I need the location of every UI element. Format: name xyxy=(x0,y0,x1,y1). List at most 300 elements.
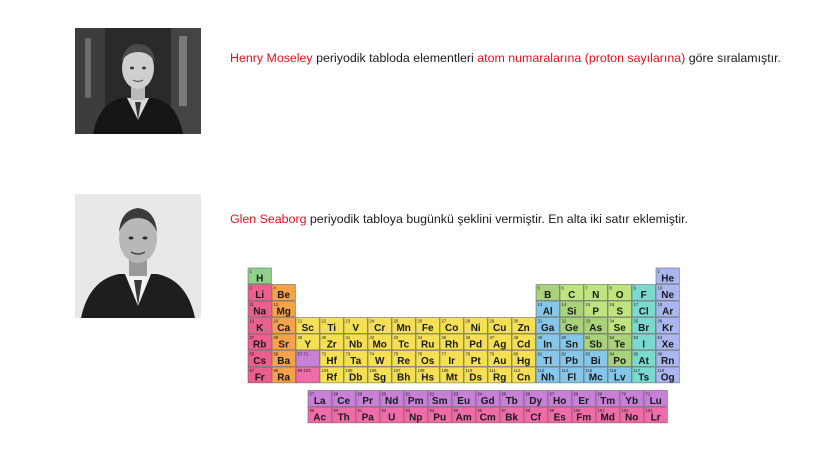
element-symbol: Ni xyxy=(470,322,481,334)
element-symbol: Ga xyxy=(541,322,555,334)
element-symbol: Os xyxy=(421,355,435,367)
element-cell xyxy=(632,318,655,334)
element-symbol: Bi xyxy=(590,355,601,367)
periodic-table xyxy=(246,266,686,446)
element-symbol: Eu xyxy=(457,395,471,407)
element-number: 72 xyxy=(321,351,327,357)
element-symbol: Ra xyxy=(277,372,291,384)
element-cell xyxy=(488,367,511,383)
element-number: 84 xyxy=(609,351,615,357)
element-symbol: Au xyxy=(493,355,507,367)
element-cell xyxy=(488,318,511,334)
element-symbol: Fl xyxy=(567,372,577,384)
element-symbol: Re xyxy=(397,355,411,367)
element-number: 67 xyxy=(549,391,555,397)
element-cell xyxy=(272,285,295,301)
element-symbol: O xyxy=(615,289,624,301)
element-symbol: Ac xyxy=(313,412,327,424)
element-number: 1 xyxy=(249,268,252,274)
element-number: 26 xyxy=(417,318,423,324)
element-symbol: In xyxy=(543,339,553,351)
element-cell xyxy=(296,367,319,383)
element-symbol: Cn xyxy=(517,372,531,384)
element-number: 31 xyxy=(537,318,543,324)
element-number: 104 xyxy=(321,367,329,373)
element-number: 118 xyxy=(657,367,665,373)
element-symbol: Ca xyxy=(277,322,291,334)
element-number: 100 xyxy=(573,407,581,413)
element-symbol: Rb xyxy=(253,339,267,351)
element-number: 59 xyxy=(357,391,363,397)
element-cell xyxy=(248,301,271,317)
element-symbol: Yb xyxy=(625,395,639,407)
element-number: 52 xyxy=(609,334,615,340)
element-symbol: Tm xyxy=(600,395,616,407)
element-number: 78 xyxy=(465,351,471,357)
element-number: 9 xyxy=(633,285,636,291)
element-number: 32 xyxy=(561,318,567,324)
element-number: 95 xyxy=(453,407,459,413)
element-number: 30 xyxy=(513,318,519,324)
actinide-cell xyxy=(380,407,403,423)
actinide-cell xyxy=(644,407,667,423)
element-cell xyxy=(560,301,583,317)
element-symbol: Rf xyxy=(326,372,337,384)
element-number: 101 xyxy=(597,407,605,413)
element-symbol: Br xyxy=(638,322,650,334)
element-number: 56 xyxy=(273,351,279,357)
element-number: 24 xyxy=(369,318,375,324)
element-number: 110 xyxy=(465,367,473,373)
element-number: 66 xyxy=(525,391,531,397)
actinide-cell xyxy=(572,407,595,423)
element-symbol: Nb xyxy=(349,339,363,351)
element-symbol: As xyxy=(589,322,603,334)
element-cell xyxy=(272,318,295,334)
element-symbol: Cl xyxy=(638,306,649,318)
element-cell xyxy=(248,334,271,350)
element-number: 97 xyxy=(501,407,507,413)
lanthanide-cell xyxy=(644,391,667,407)
element-cell xyxy=(608,301,631,317)
element-cell xyxy=(632,285,655,301)
element-symbol: H xyxy=(256,273,264,285)
element-cell xyxy=(536,367,559,383)
element-cell xyxy=(512,351,535,367)
element-number: 70 xyxy=(621,391,627,397)
element-symbol: Bh xyxy=(397,372,411,384)
element-symbol: No xyxy=(625,412,639,424)
element-cell xyxy=(632,301,655,317)
element-number: 107 xyxy=(393,367,401,373)
element-cell xyxy=(488,351,511,367)
element-symbol: V xyxy=(352,322,360,334)
actinide-cell xyxy=(500,407,523,423)
element-symbol: Cs xyxy=(253,355,267,367)
element-cell xyxy=(560,351,583,367)
element-symbol: Y xyxy=(304,339,312,351)
element-number: 2 xyxy=(657,268,660,274)
element-symbol: C xyxy=(568,289,576,301)
element-symbol: Es xyxy=(553,412,566,424)
element-cell xyxy=(344,318,367,334)
element-symbol: Mg xyxy=(276,306,291,318)
element-cell xyxy=(512,367,535,383)
lanthanide-cell xyxy=(524,391,547,407)
element-number: 109 xyxy=(441,367,449,373)
element-symbol: Fm xyxy=(576,412,592,424)
element-symbol: I xyxy=(642,339,646,351)
element-number: 87 xyxy=(249,367,255,373)
element-cell xyxy=(248,318,271,334)
element-cell xyxy=(656,285,679,301)
element-symbol: Sg xyxy=(373,372,387,384)
element-number: 5 xyxy=(537,285,540,291)
element-cell xyxy=(248,285,271,301)
element-cell xyxy=(584,367,607,383)
element-symbol: Tc xyxy=(398,339,410,351)
glen-seaborg-photo xyxy=(75,194,201,318)
element-cell xyxy=(320,318,343,334)
element-symbol: Mt xyxy=(445,372,458,384)
element-symbol: Rh xyxy=(445,339,459,351)
lanthanide-cell xyxy=(596,391,619,407)
element-cell xyxy=(368,334,391,350)
element-number: 98 xyxy=(525,407,531,413)
element-number: 77 xyxy=(441,351,447,357)
element-symbol: Pd xyxy=(469,339,483,351)
element-cell xyxy=(560,367,583,383)
element-symbol: Na xyxy=(253,306,267,318)
element-number: 40 xyxy=(321,334,327,340)
element-cell xyxy=(536,318,559,334)
element-number: 115 xyxy=(585,367,593,373)
element-number: 14 xyxy=(561,301,567,307)
element-symbol: B xyxy=(544,289,552,301)
lanthanide-cell xyxy=(452,391,475,407)
element-cell xyxy=(392,318,415,334)
element-symbol: Ne xyxy=(661,289,675,301)
element-symbol: Ta xyxy=(350,355,362,367)
element-number: 10 xyxy=(657,285,663,291)
element-number: 82 xyxy=(561,351,567,357)
element-cell xyxy=(656,301,679,317)
actinide-cell xyxy=(332,407,355,423)
seaborg-name: Glen Seaborg xyxy=(230,212,307,226)
element-number: 112 xyxy=(513,367,521,373)
element-cell xyxy=(560,285,583,301)
element-number: 21 xyxy=(297,318,303,324)
element-symbol: Ti xyxy=(327,322,337,334)
lanthanide-cell xyxy=(332,391,355,407)
element-symbol: Se xyxy=(613,322,626,334)
element-number: 23 xyxy=(345,318,351,324)
element-symbol: Dy xyxy=(529,395,543,407)
element-cell xyxy=(584,301,607,317)
element-symbol: Mo xyxy=(372,339,387,351)
element-symbol: Ts xyxy=(638,372,650,384)
element-cell xyxy=(584,285,607,301)
element-number: 69 xyxy=(597,391,603,397)
element-cell xyxy=(416,351,439,367)
element-number: 58 xyxy=(333,391,339,397)
element-cell xyxy=(296,351,319,367)
element-cell xyxy=(248,367,271,383)
element-number: 15 xyxy=(585,301,591,307)
element-symbol: Tl xyxy=(543,355,553,367)
periodic-table-graphic xyxy=(246,266,686,446)
element-cell xyxy=(440,351,463,367)
element-number: 111 xyxy=(489,367,496,373)
element-symbol: Cf xyxy=(530,412,541,424)
element-cell xyxy=(536,285,559,301)
element-number: 75 xyxy=(393,351,399,357)
element-symbol: Ce xyxy=(337,395,351,407)
element-cell xyxy=(344,334,367,350)
element-symbol: Cu xyxy=(493,322,507,334)
element-cell xyxy=(536,351,559,367)
element-number: 68 xyxy=(573,391,579,397)
element-symbol: Ir xyxy=(448,355,456,367)
element-number: 36 xyxy=(657,318,663,324)
element-number: 47 xyxy=(489,334,495,340)
lanthanide-cell xyxy=(308,391,331,407)
element-symbol: Fe xyxy=(421,322,434,334)
element-cell xyxy=(632,367,655,383)
element-number: 103 xyxy=(645,407,653,413)
element-number: 88 xyxy=(273,367,279,373)
element-number: 113 xyxy=(537,367,545,373)
element-symbol: Sc xyxy=(301,322,314,334)
actinide-cell xyxy=(548,407,571,423)
element-cell xyxy=(488,334,511,350)
element-cell xyxy=(320,351,343,367)
element-number: 60 xyxy=(381,391,387,397)
element-cell xyxy=(512,318,535,334)
element-number: 76 xyxy=(417,351,423,357)
element-number: 63 xyxy=(453,391,459,397)
element-number: 62 xyxy=(429,391,435,397)
element-number: 108 xyxy=(417,367,425,373)
element-symbol: Ds xyxy=(469,372,483,384)
element-symbol: Si xyxy=(566,306,577,318)
actinide-cell xyxy=(428,407,451,423)
actinide-cell xyxy=(596,407,619,423)
element-number: 93 xyxy=(405,407,411,413)
element-cell xyxy=(656,351,679,367)
element-symbol: U xyxy=(388,412,396,424)
actinide-cell xyxy=(404,407,427,423)
element-symbol: Lu xyxy=(649,395,662,407)
element-cell xyxy=(392,334,415,350)
element-symbol: Bk xyxy=(505,412,519,424)
element-number: 79 xyxy=(489,351,495,357)
element-cell xyxy=(608,351,631,367)
element-symbol: Nh xyxy=(541,372,555,384)
element-symbol: Co xyxy=(445,322,459,334)
element-number: 49 xyxy=(537,334,543,340)
actinide-cell xyxy=(476,407,499,423)
element-number: 25 xyxy=(393,318,399,324)
element-number: 42 xyxy=(369,334,375,340)
element-symbol: Am xyxy=(455,412,472,424)
element-number: 92 xyxy=(381,407,387,413)
lanthanide-cell xyxy=(356,391,379,407)
element-symbol: S xyxy=(616,306,624,318)
element-number: 74 xyxy=(369,351,375,357)
element-number: 6 xyxy=(561,285,564,291)
element-number: 28 xyxy=(465,318,471,324)
element-symbol: Pm xyxy=(407,395,424,407)
element-symbol: He xyxy=(661,273,675,285)
element-symbol: Rg xyxy=(493,372,507,384)
element-number: 96 xyxy=(477,407,483,413)
element-number: 86 xyxy=(657,351,663,357)
actinide-cell xyxy=(524,407,547,423)
element-number: 116 xyxy=(609,367,617,373)
element-number: 61 xyxy=(405,391,411,397)
element-number: 85 xyxy=(633,351,639,357)
element-cell xyxy=(344,351,367,367)
element-number: 37 xyxy=(249,334,255,340)
element-number: 43 xyxy=(393,334,399,340)
element-number: 35 xyxy=(633,318,639,324)
element-cell xyxy=(608,285,631,301)
element-symbol: Er xyxy=(578,395,589,407)
element-cell xyxy=(512,334,535,350)
element-number: 3 xyxy=(249,285,252,291)
lanthanide-cell xyxy=(428,391,451,407)
element-cell xyxy=(464,351,487,367)
element-symbol: P xyxy=(592,306,600,318)
element-number: 27 xyxy=(441,318,447,324)
element-cell xyxy=(248,268,271,284)
element-symbol: Pu xyxy=(433,412,447,424)
henry-moseley-photo xyxy=(75,28,201,134)
lanthanide-cell xyxy=(476,391,499,407)
element-cell xyxy=(272,367,295,383)
element-symbol: Zn xyxy=(517,322,530,334)
element-cell xyxy=(368,318,391,334)
lanthanide-cell xyxy=(380,391,403,407)
element-symbol: Og xyxy=(660,372,675,384)
element-symbol: W xyxy=(374,355,385,367)
lanthanide-cell xyxy=(620,391,643,407)
element-cell xyxy=(560,334,583,350)
element-symbol: Be xyxy=(277,289,291,301)
element-cell xyxy=(584,318,607,334)
element-cell xyxy=(608,334,631,350)
element-number: 57 xyxy=(309,391,315,397)
element-number: 114 xyxy=(561,367,569,373)
seaborg-portrait-image xyxy=(75,194,201,318)
element-cell xyxy=(416,318,439,334)
element-number: 90 xyxy=(333,407,339,413)
element-symbol: K xyxy=(256,322,264,334)
moseley-portrait-image xyxy=(75,28,201,134)
actinide-cell xyxy=(308,407,331,423)
element-number: 13 xyxy=(537,301,543,307)
element-cell xyxy=(320,334,343,350)
element-number: 102 xyxy=(621,407,629,413)
element-symbol: Te xyxy=(614,339,626,351)
element-number: 99 xyxy=(549,407,555,413)
lanthanide-cell xyxy=(572,391,595,407)
element-symbol: Rn xyxy=(661,355,675,367)
element-number: 12 xyxy=(273,301,279,307)
element-symbol: La xyxy=(313,395,326,407)
element-number: 22 xyxy=(321,318,327,324)
element-symbol: Pr xyxy=(362,395,373,407)
element-cell xyxy=(656,268,679,284)
element-symbol: N xyxy=(592,289,600,301)
element-symbol: Po xyxy=(613,355,627,367)
element-number: 83 xyxy=(585,351,591,357)
element-symbol: Lr xyxy=(650,412,661,424)
element-symbol: Tb xyxy=(505,395,518,407)
element-symbol: Pa xyxy=(361,412,374,424)
element-symbol: Cm xyxy=(479,412,496,424)
seaborg-text: periyodik tabloya bugünkü şeklini vermiştir. En alta iki satır eklemiştir. xyxy=(306,212,688,226)
element-symbol: Hs xyxy=(421,372,435,384)
element-number: 117 xyxy=(633,367,641,373)
element-cell xyxy=(560,318,583,334)
element-cell xyxy=(272,334,295,350)
element-cell xyxy=(632,351,655,367)
element-number: 64 xyxy=(477,391,483,397)
actinide-cell xyxy=(620,407,643,423)
element-cell xyxy=(416,334,439,350)
lanthanide-cell xyxy=(404,391,427,407)
element-number: 94 xyxy=(429,407,435,413)
element-number: 53 xyxy=(633,334,639,340)
element-cell xyxy=(608,367,631,383)
element-number: 18 xyxy=(657,301,663,307)
element-cell xyxy=(344,367,367,383)
element-number: 19 xyxy=(249,318,255,324)
element-symbol: At xyxy=(638,355,649,367)
element-number: 46 xyxy=(465,334,471,340)
element-number: 44 xyxy=(417,334,423,340)
element-symbol: Pt xyxy=(470,355,481,367)
element-symbol: Zr xyxy=(326,339,337,351)
element-symbol: F xyxy=(640,289,647,301)
element-symbol: Ho xyxy=(553,395,567,407)
element-symbol: Hf xyxy=(326,355,337,367)
element-symbol: Mn xyxy=(396,322,411,334)
lanthanide-cell xyxy=(500,391,523,407)
element-number: 81 xyxy=(537,351,543,357)
element-symbol: Fr xyxy=(254,372,265,384)
moseley-text-2: göre sıralamıştır. xyxy=(685,51,781,65)
moseley-paragraph xyxy=(230,50,790,67)
element-cell xyxy=(536,301,559,317)
element-number: 17 xyxy=(633,301,639,307)
element-cell xyxy=(392,351,415,367)
element-symbol: Kr xyxy=(662,322,674,334)
element-number: 45 xyxy=(441,334,447,340)
element-number: 20 xyxy=(273,318,279,324)
element-symbol: Np xyxy=(409,412,423,424)
element-symbol: Nd xyxy=(385,395,399,407)
element-number: 4 xyxy=(273,285,276,291)
element-cell xyxy=(416,367,439,383)
element-cell xyxy=(656,334,679,350)
moseley-name: Henry Moseley xyxy=(230,51,313,65)
element-symbol: Xe xyxy=(661,339,674,351)
element-symbol: Gd xyxy=(480,395,495,407)
element-number: 8 xyxy=(609,285,612,291)
